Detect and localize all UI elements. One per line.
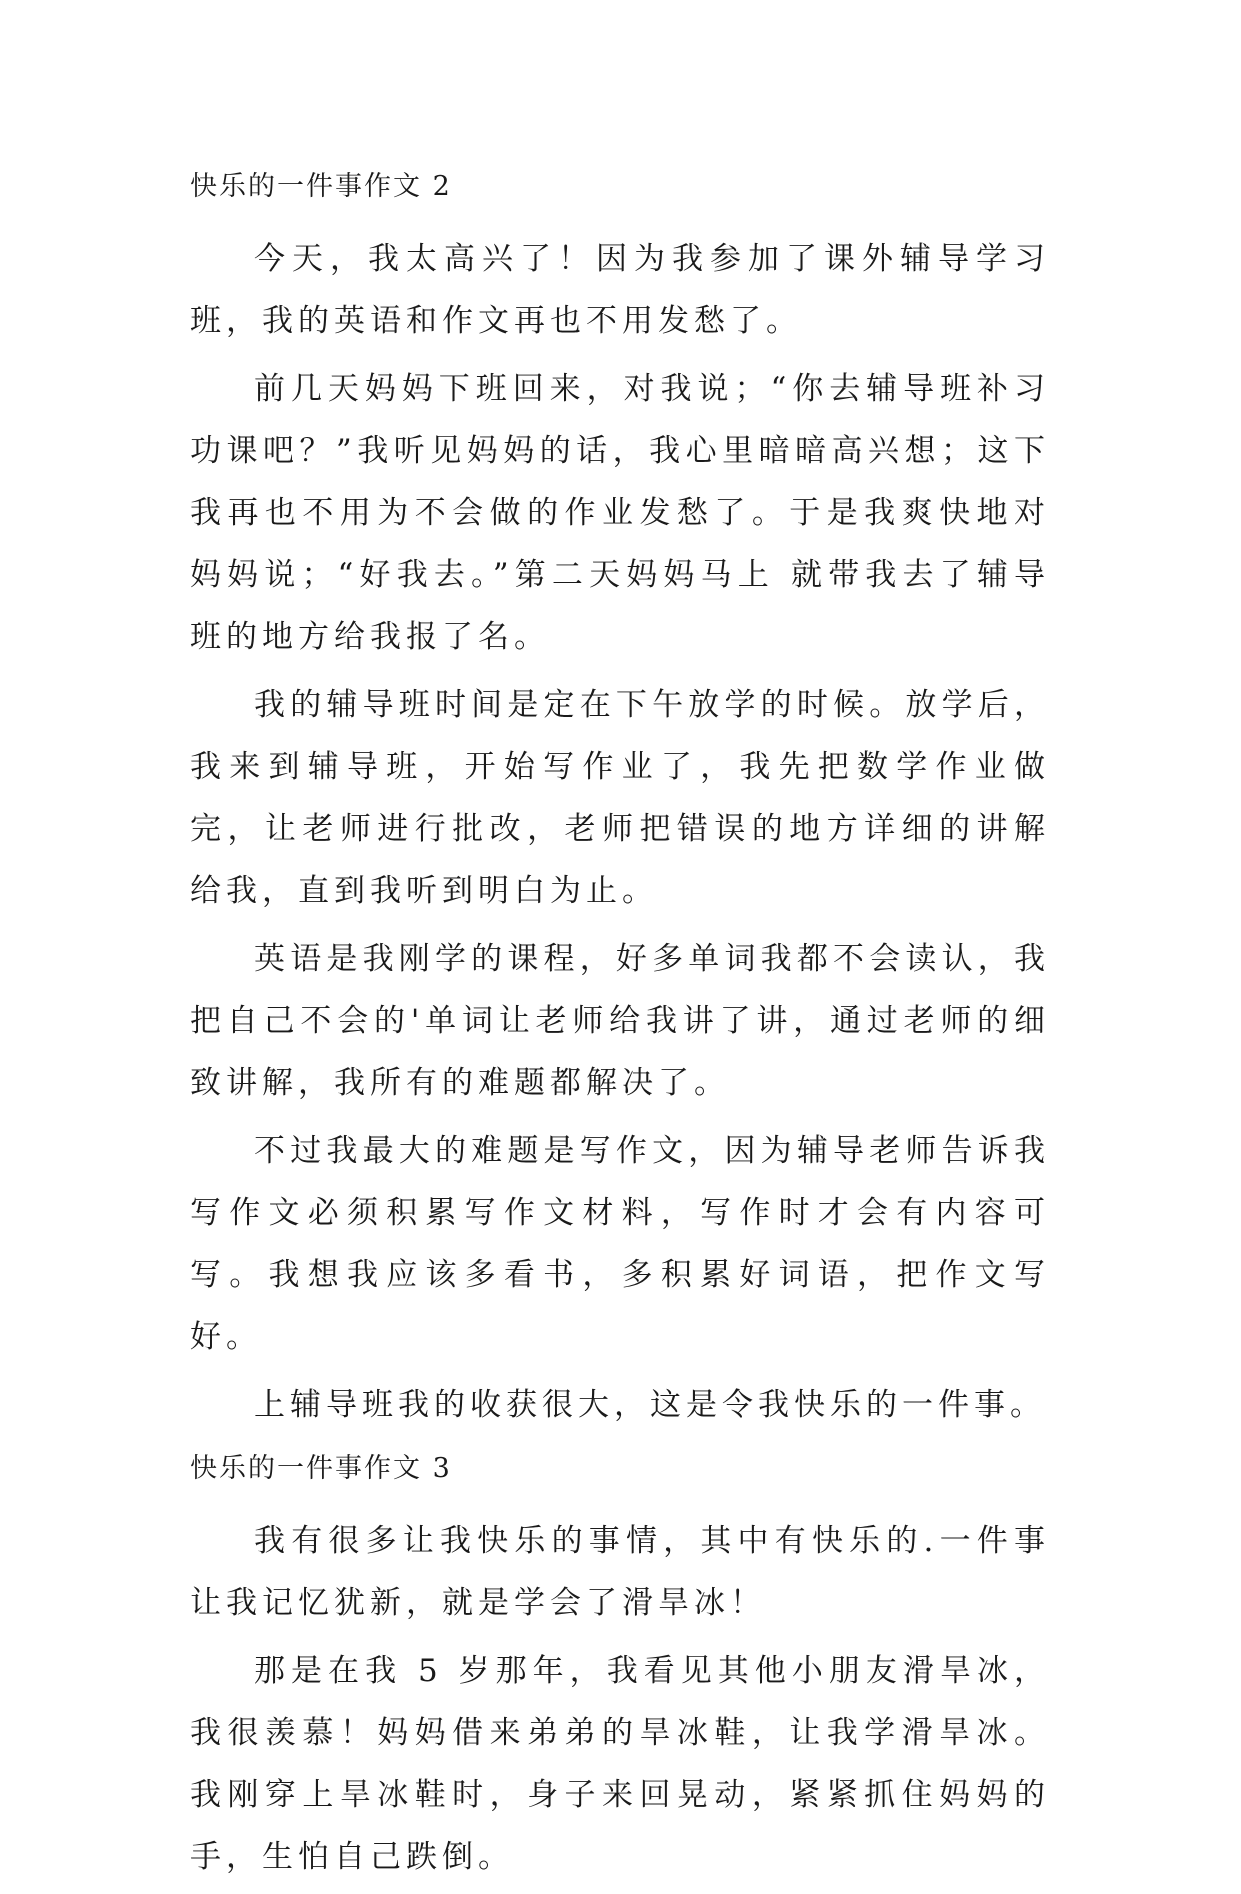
paragraph: 那是在我 5 岁那年，我看见其他小朋友滑旱冰，我很羡慕！妈妈借来弟弟的旱冰鞋，让我学滑旱冰。我刚穿上旱冰鞋时，身子来回晃动，紧紧抓住妈妈的手，生怕自己跌倒。 [190,1653,1050,1875]
paragraph: 英语是我刚学的课程，好多单词我都不会读认，我把自己不会的'单词让老师给我讲了讲，通过老师的细致讲解，我所有的难题都解决了。 [190,941,1050,1101]
paragraph: 上辅导班我的收获很大，这是令我快乐的一件事。 [254,1387,1046,1423]
paragraph: 前几天妈妈下班回来，对我说；“你去辅导班补习功课吧？”我听见妈妈的话，我心里暗暗高兴想；这下我再也不用为不会做的作业发愁了。于是我爽快地对妈妈说；“好我去。”第二天妈妈马上 就带我去了辅导班的地方给我报了名。 [190,371,1050,655]
section-heading: 快乐的一件事作文 3 [190,1453,452,1484]
paragraph: 我有很多让我快乐的事情，其中有快乐的.一件事让我记忆犹新，就是学会了滑旱冰！ [190,1523,1050,1621]
paragraph: 不过我最大的难题是写作文，因为辅导老师告诉我写作文必须积累写作文材料，写作时才会有内容可写。我想我应该多看书，多积累好词语，把作文写好。 [190,1133,1050,1355]
paragraph: 我的辅导班时间是定在下午放学的时候。放学后，我来到辅导班，开始写作业了，我先把数学作业做完，让老师进行批改，老师把错误的地方详细的讲解给我，直到我听到明白为止。 [190,687,1050,909]
section-heading: 快乐的一件事作文 2 [190,171,452,202]
paragraph: 今天，我太高兴了！因为我参加了课外辅导学习班，我的英语和作文再也不用发愁了。 [190,241,1050,339]
document-body [190,160,1050,1894]
